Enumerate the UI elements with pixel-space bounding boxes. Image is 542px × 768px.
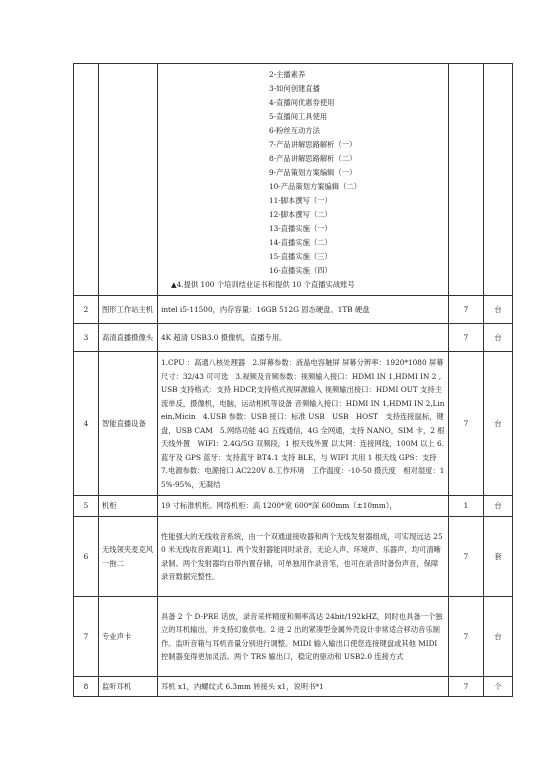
item-name-cell: 专业声卡 [99, 597, 158, 677]
unit-cell: 台 [484, 296, 513, 324]
equipment-spec-table [73, 63, 513, 697]
unit-cell: 个 [484, 677, 513, 697]
row-number-cell: 8 [74, 677, 99, 697]
table-row [74, 496, 513, 517]
table-row [74, 352, 513, 496]
quantity-cell: 7 [449, 677, 484, 697]
quantity-cell: 7 [449, 517, 484, 597]
item-name-cell: 无线领夹麦克风一拖二 [99, 517, 158, 597]
table-row [74, 677, 513, 697]
quantity-cell: 1 [449, 496, 484, 517]
item-description-cell: 1.CPU ：高通八核处理器 2.屏幕参数：液晶电容触屏 屏幕分辨率：1920*1080 屏幕尺寸：32/43 可可选 3.视频及音频参数：视频输入接口：HDMI IN 1,HDMI IN 2 ,USB 支持格式：支持 HDCP,支持格式视屏源输入 视频输出接口：HDMI OUT 支持主流单反，摄像机，电脑，运动相机等设备 音频输入接口：HDMI IN 1,HDMI IN 2,Linein,Micin 4.USB 参数：USB 接口：标准 USB USB HOST 支持连接鼠标，键盘，USB CAM 5.网络功能 4G 五线通信，4G 全网通，支持 NANO，SIM 卡，2 根天线外置 WIFI：2.4G/5G 双频段，1 根天线外置 以太网：连接网线，100M 以上 6.蓝牙及 GPS 蓝牙：支持蓝牙 BT4.1 支持 BLE，与 WIFI 共用 1 根天线 GPS：支持 7.电源参数：电源接口 AC220V 8.工作环境 工作温度：-10-50 摄氏度 相对湿度：15%-95%，无凝结 [158, 352, 449, 496]
item-description-cell: 4K 超清 USB3.0 摄像机，直播专用。 [158, 324, 449, 352]
row-number-cell: 3 [74, 324, 99, 352]
row-number-cell: 7 [74, 597, 99, 677]
item-name-cell: 机柜 [99, 496, 158, 517]
list-item: 7-产品讲解思路解析（一） [269, 139, 357, 149]
item-name-cell: 监听耳机 [99, 677, 158, 697]
table-row [74, 324, 513, 352]
item-description-cell [158, 64, 449, 296]
list-item: 14-直播实施（二） [269, 237, 332, 247]
table-row [74, 597, 513, 677]
list-item: 2-主播素养 [269, 69, 306, 79]
list-item: 6-粉丝互动方法 [269, 125, 320, 135]
quantity-cell: 7 [449, 352, 484, 496]
item-description-cell: 耳机 x1，内螺纹式 6.3mm 转接头 x1，说明书*1 [158, 677, 449, 697]
quantity-cell: 7 [449, 296, 484, 324]
unit-cell: 台 [484, 597, 513, 677]
row-number-cell: 5 [74, 496, 99, 517]
item-description-cell: 19 寸标准机柜。网络机柜：高 1200*宽 600*深 600mm（±10mm）， [158, 496, 449, 517]
course-note: ▲4.提供 100 个培训结业证书和提供 10 个直播实战账号 [171, 279, 355, 289]
list-item: 12-脚本撰写（二） [269, 209, 332, 219]
list-item: 5-直播间工具使用 [269, 111, 328, 121]
row-number-cell [74, 64, 99, 296]
table-row [74, 296, 513, 324]
list-item: 3-如何创建直播 [269, 83, 320, 93]
quantity-cell: 7 [449, 597, 484, 677]
table-row [74, 517, 513, 597]
row-number-cell: 6 [74, 517, 99, 597]
item-description-cell: intel i5-11500，内存容量：16GB 512G 固态硬盘、1TB 硬盘 [158, 296, 449, 324]
unit-cell: 台 [484, 352, 513, 496]
quantity-cell [449, 64, 484, 296]
item-name-cell: 智能直播设备 [99, 352, 158, 496]
item-description-cell: 具备 2 个 D-PRE 话放，录音采样精度和频率高达 24bit/192kHZ，同时也具备一个独立的耳机输出，并支持幻象供电。2 进 2 出的紧凑型金属外壳设计非常适合移动音乐制作。监听音箱与耳机音量分别进行调整。MIDI 输入输出口使您连接键盘或其他 MIDI 控制器变得更加灵活。两个 TRS 输出口，稳定的驱动和 USB2.0 连接方式 [158, 597, 449, 677]
unit-cell: 套 [484, 517, 513, 597]
item-name-cell: 高清直播摄像头 [99, 324, 158, 352]
unit-cell [484, 64, 513, 296]
row-number-cell: 2 [74, 296, 99, 324]
item-description-cell: 性能强大的无线收音系统，由一个双通道接收器和两个无线发射器组成，可实现远达 250 米无线收音距离[1]。两个发射器能同时录音，无论人声、环境声、乐器声，均可清晰录制。两个发射器均自带内置存储，可单独用作录音笔，也可在录音时备份声音，保障录音数据完整性。 [158, 517, 449, 597]
list-item: 13-直播实施（一） [269, 223, 332, 233]
row-number-cell: 4 [74, 352, 99, 496]
course-outline-list [161, 68, 445, 278]
item-name-cell [99, 64, 158, 296]
list-item: 4-直播间优惠券使用 [269, 97, 335, 107]
unit-cell: 台 [484, 324, 513, 352]
list-item: 9-产品策划方案编辑（一） [269, 167, 357, 177]
list-item: 16-直播实施（四） [269, 265, 332, 275]
unit-cell: 台 [484, 496, 513, 517]
list-item: 10-产品策划方案编辑（二） [269, 181, 362, 191]
list-item: 8-产品讲解思路解析（二） [269, 153, 357, 163]
list-item: 11-脚本撰写（一） [269, 195, 332, 205]
item-name-cell: 图形工作站主机 [99, 296, 158, 324]
quantity-cell: 7 [449, 324, 484, 352]
table-row-course-outline [74, 64, 513, 296]
list-item: 15-直播实施（三） [269, 251, 332, 261]
